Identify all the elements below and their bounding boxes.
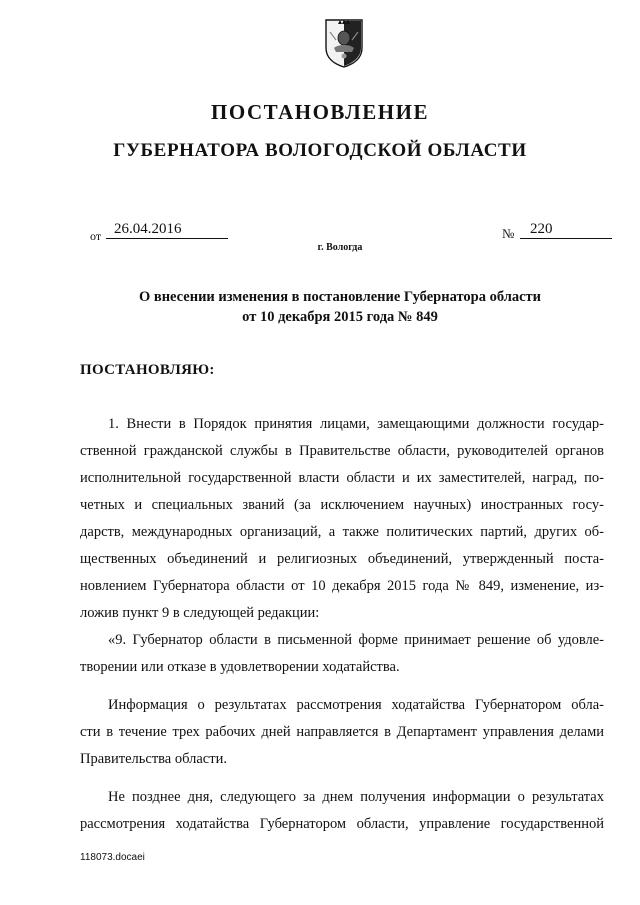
document-issuer: ГУБЕРНАТОРА ВОЛОГОДСКОЙ ОБЛАСТИ [113, 140, 527, 161]
body-line: Правительства области. [80, 751, 227, 767]
body-line: сти в течение трех рабочих дней направляется в Департамент управления делами [80, 724, 604, 740]
body-line: ложив пункт 9 в следующей редакции: [80, 605, 320, 621]
body-line: ственной гражданской службы в Правительстве области, руководителей органов [80, 443, 604, 459]
paragraph-gap [80, 776, 604, 787]
body-line: «9. Губернатор области в письменной форме принимает решение об удовле- [108, 632, 604, 648]
body-line: Информация о результатах рассмотрения ходатайства Губернатором обла- [108, 697, 604, 713]
body-line: новлением Губернатора области от 10 декабря 2015 года № 849, изменение, из- [80, 578, 604, 594]
body-line: щественных объединений и религиозных объединений, утвержденный поста- [80, 551, 604, 567]
document-subject [0, 287, 640, 327]
document-date: 26.04.2016 [106, 220, 228, 239]
vologda-coat-of-arms-icon [324, 18, 364, 68]
date-prefix: от [90, 229, 102, 243]
body-line: рассмотрения ходатайства Губернатором области, управление государственной [80, 816, 604, 832]
subject-line-2: от 10 декабря 2015 года № 849 [242, 309, 438, 325]
document-title: ПОСТАНОВЛЕНИЕ [211, 100, 429, 124]
city-label: г. Вологда [317, 242, 363, 253]
body-line: Не позднее дня, следующего за днем получения информации о результатах [108, 789, 604, 805]
paragraph-gap [80, 684, 604, 695]
file-reference: 118073.docaei [80, 852, 145, 863]
body-line: дарств, международных организаций, а также политических партий, других об- [80, 524, 604, 540]
subject-line-1: О внесении изменения в постановление Губернатора области [138, 289, 542, 305]
resolve-heading: ПОСТАНОВЛЯЮ: [80, 362, 215, 378]
body-line: исполнительной государственной власти области и их заместителей, наград, по- [80, 470, 604, 486]
document-number: 220 [520, 220, 612, 239]
body-line: 1. Внести в Порядок принятия лицами, замещающими должности государ- [108, 416, 604, 432]
document-body [80, 414, 604, 841]
body-line: четных и специальных званий (за исключением научных) иностранных госу- [80, 497, 604, 513]
number-prefix: № [502, 226, 515, 241]
body-line: творении или отказе в удовлетворении ходатайства. [80, 659, 400, 675]
